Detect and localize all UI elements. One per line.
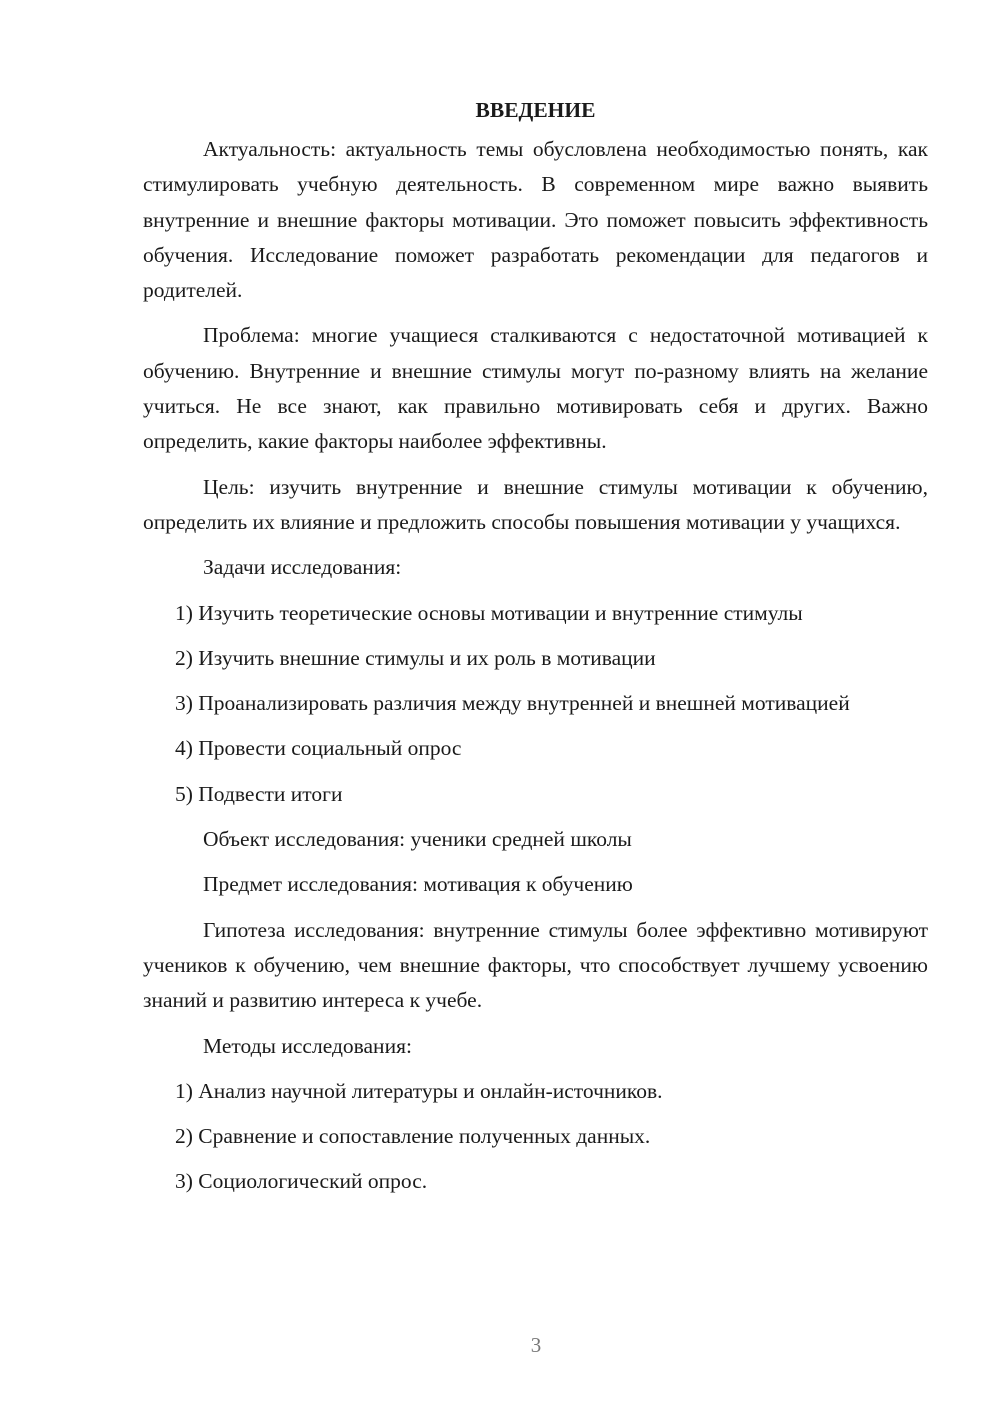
task-item-5: 5) Подвести итоги — [175, 781, 343, 806]
paragraph-relevance: Актуальность: актуальность темы обусловлена необходимостью понять, как стимулировать учебную деятельность. В современном мире важно выявить внутренние и внешние факторы мотивации. Это поможет повысить эффективность обучения. Исследование поможет разработать рекомендации для педагогов и родителей. — [143, 137, 928, 303]
research-object: Объект исследования: ученики средней школы — [203, 827, 632, 852]
section-heading: ВВЕДЕНИЕ — [475, 98, 596, 122]
document-page — [143, 92, 928, 1210]
method-item-1: 1) Анализ научной литературы и онлайн-источников. — [175, 1078, 663, 1103]
paragraph-problem: Проблема: многие учащиеся сталкиваются с недостаточной мотивацией к обучению. Внутренние и внешние стимулы могут по-разному влиять на желание учиться. Не все знают, как правильно мотивировать себя и других. Важно определить, какие факторы наиболее эффективны. — [143, 323, 928, 454]
method-item-3: 3) Социологический опрос. — [175, 1169, 428, 1194]
method-item-2: 2) Сравнение и сопоставление полученных данных. — [175, 1124, 651, 1149]
tasks-heading: Задачи исследования: — [203, 555, 402, 580]
task-item-3: 3) Проанализировать различия между внутренней и внешней мотивацией — [175, 691, 850, 716]
page-number: 3 — [530, 1333, 542, 1357]
research-hypothesis: Гипотеза исследования: внутренние стимулы более эффективно мотивируют учеников к обучению, чем внешние факторы, что способствует лучшему усвоению знаний и развитию интереса к учебе. — [143, 917, 928, 1013]
methods-heading: Методы исследования: — [203, 1033, 412, 1058]
task-item-4: 4) Провести социальный опрос — [175, 736, 462, 761]
task-item-2: 2) Изучить внешние стимулы и их роль в мотивации — [175, 645, 656, 670]
research-subject: Предмет исследования: мотивация к обучению — [203, 872, 633, 897]
task-item-1: 1) Изучить теоретические основы мотивации и внутренние стимулы — [175, 600, 803, 625]
paragraph-goal: Цель: изучить внутренние и внешние стимулы мотивации к обучению, определить их влияние и предложить способы повышения мотивации у учащихся. — [143, 474, 928, 534]
